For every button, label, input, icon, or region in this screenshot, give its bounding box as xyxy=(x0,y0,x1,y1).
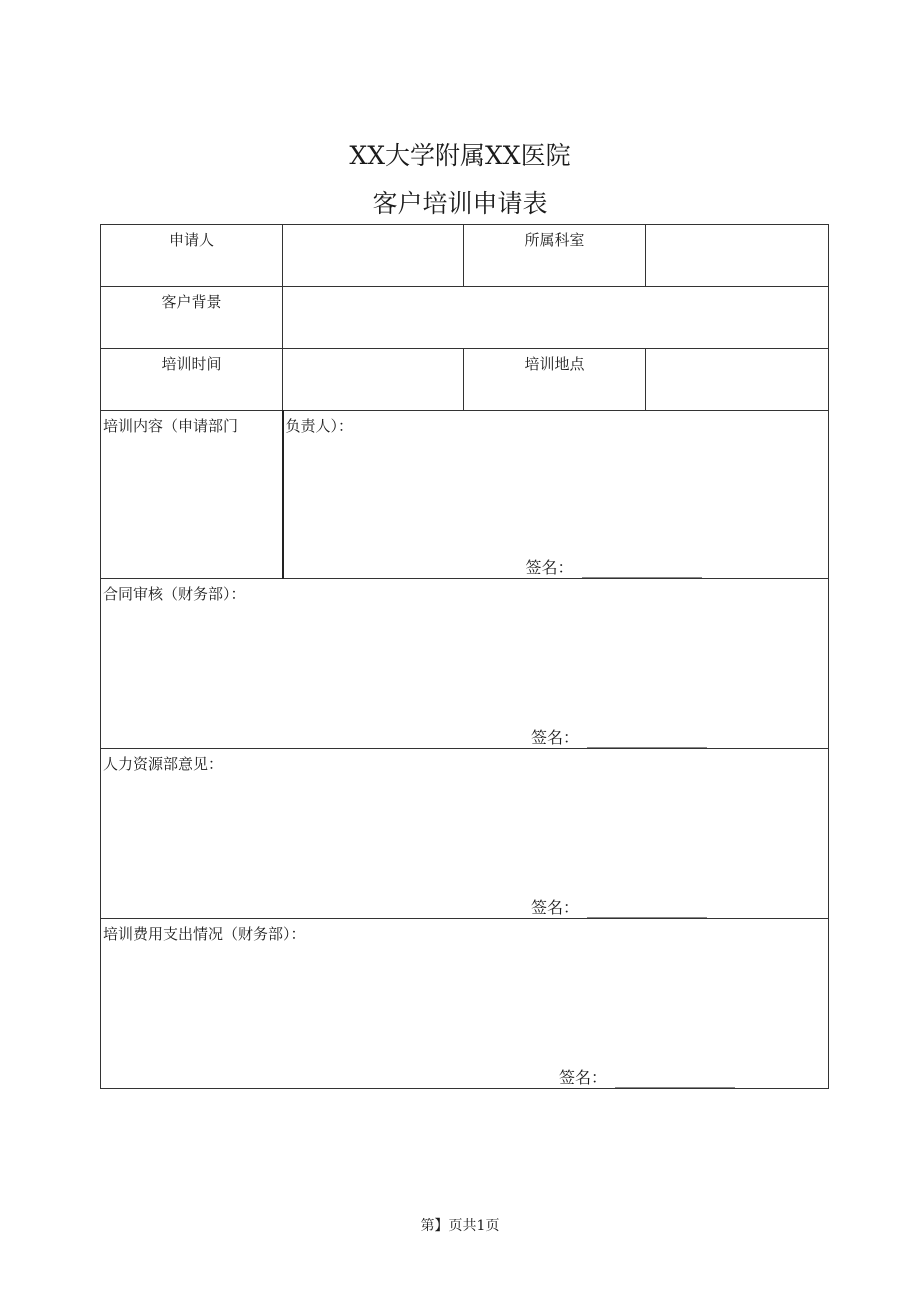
signature-block xyxy=(531,895,707,918)
signature-block xyxy=(559,1065,735,1088)
applicant-row xyxy=(101,225,829,287)
signature-line[interactable] xyxy=(582,563,702,578)
training-expense-row xyxy=(101,919,829,1089)
applicant-label: 申请人 xyxy=(101,225,283,287)
training-content-label-cell xyxy=(101,411,283,579)
time-location-row xyxy=(101,349,829,411)
signature-block xyxy=(526,555,702,578)
document-title: XX大学附属XX医院 xyxy=(349,141,571,170)
signature-line[interactable] xyxy=(615,1073,735,1088)
training-location-label: 培训地点 xyxy=(464,349,646,411)
department-label: 所属科室 xyxy=(464,225,646,287)
responsible-person-label: 负责人）： xyxy=(285,417,354,435)
application-form xyxy=(100,224,829,1089)
training-expense-label: 培训费用支出情况（财务部）： xyxy=(103,925,306,943)
training-expense-field[interactable] xyxy=(101,919,829,1089)
signature-label: 签名： xyxy=(559,1068,608,1087)
background-field[interactable] xyxy=(283,287,829,349)
contract-review-field[interactable] xyxy=(101,579,829,749)
signature-label: 签名： xyxy=(531,728,580,747)
training-content-row xyxy=(101,411,829,579)
hr-opinion-row xyxy=(101,749,829,919)
training-time-label: 培训时间 xyxy=(101,349,283,411)
background-label: 客户背景 xyxy=(101,287,283,349)
signature-line[interactable] xyxy=(587,733,707,748)
hr-opinion-label: 人力资源部意见： xyxy=(103,755,224,773)
applicant-field[interactable] xyxy=(283,225,464,287)
page-number: 第】页共1页 xyxy=(420,1218,500,1234)
signature-label: 签名： xyxy=(525,558,574,577)
background-row xyxy=(101,287,829,349)
training-content-label: 培训内容（申请部门 xyxy=(103,417,239,435)
signature-label: 签名： xyxy=(531,898,580,917)
signature-line[interactable] xyxy=(587,903,707,918)
contract-review-row xyxy=(101,579,829,749)
training-content-field[interactable] xyxy=(283,411,829,579)
training-time-field[interactable] xyxy=(283,349,464,411)
department-field[interactable] xyxy=(646,225,829,287)
contract-review-label: 合同审核（财务部）： xyxy=(103,585,246,603)
form-title: 客户培训申请表 xyxy=(372,189,548,218)
signature-block xyxy=(531,725,707,748)
training-location-field[interactable] xyxy=(646,349,829,411)
hr-opinion-field[interactable] xyxy=(101,749,829,919)
